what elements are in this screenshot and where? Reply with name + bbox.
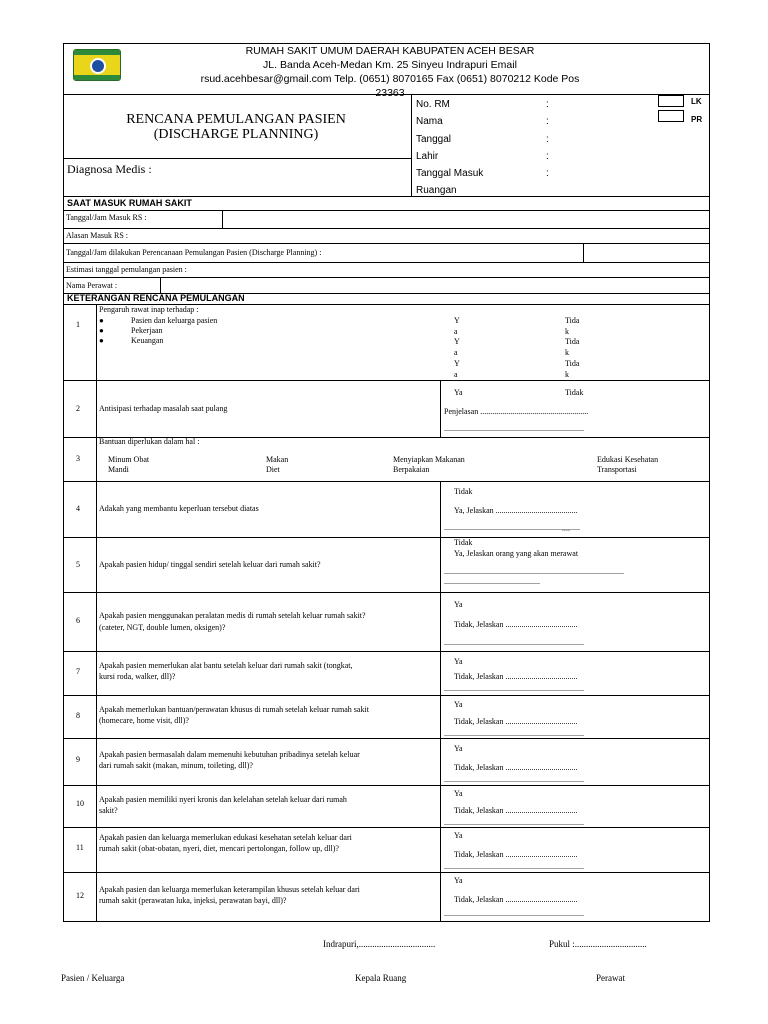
row-number: 5 [76, 560, 80, 569]
row1-bullets: ● Pasien dan keluarga pasien ● Pekerjaan ● Keuangan [99, 316, 218, 345]
footer-place-date[interactable]: Indrapuri,.................................. [323, 939, 436, 949]
row10-question-1: Apakah pasien memiliki nyeri kronis dan kelelahan setelah keluar dari rumah [99, 795, 347, 804]
field-no-rm[interactable]: No. RM : [416, 99, 549, 110]
row7-dots[interactable]: ...................................................................... [444, 684, 584, 693]
row-number: 8 [76, 711, 80, 720]
row-number: 1 [76, 320, 80, 329]
option-berpakaian[interactable]: Berpakaian [393, 465, 430, 474]
label-lk: LK [691, 97, 702, 106]
row9-question-2: dari rumah sakit (makan, minum, toileting, dll)? [99, 761, 253, 770]
hospital-contact: rsud.acehbesar@gmail.com Telp. (0651) 8070165 Fax (0651) 8070212 Kode Pos [200, 73, 580, 85]
row2-dots[interactable]: ...................................................................... [444, 424, 584, 433]
field-tanggal-masuk[interactable]: Tanggal Masuk : [416, 168, 549, 180]
row6-question-1: Apakah pasien menggunakan peralatan medis di rumah setelah keluar rumah sakit? [99, 611, 366, 620]
row8-tidak-jelaskan[interactable]: Tidak, Jelaskan .................................... [454, 717, 578, 726]
row9-dots[interactable]: ...................................................................... [444, 775, 584, 784]
hospital-header [130, 44, 650, 100]
option-transportasi[interactable]: Transportasi [597, 465, 637, 474]
row1-intro: Pengaruh rawat inap terhadap : [99, 305, 199, 314]
row11-dots[interactable]: ...................................................................... [444, 862, 584, 871]
row11-ya[interactable]: Ya [454, 831, 463, 840]
admission-heading: SAAT MASUK RUMAH SAKIT [67, 198, 192, 208]
row7-tidak-jelaskan[interactable]: Tidak, Jelaskan .................................... [454, 672, 578, 681]
row12-dots[interactable]: ...................................................................... [444, 909, 584, 918]
row6-question-2: (cateter, NGT, double lumen, oksigen)? [99, 623, 226, 632]
alasan-masuk-label: Alasan Masuk RS : [66, 231, 128, 240]
row10-tidak-jelaskan[interactable]: Tidak, Jelaskan .................................... [454, 806, 578, 815]
row-number: 12 [76, 891, 84, 900]
row-number: 10 [76, 799, 84, 808]
row7-question-1: Apakah pasien memerlukan alat bantu setelah keluar dari rumah sakit (tongkat, [99, 661, 353, 670]
row9-ya[interactable]: Ya [454, 744, 463, 753]
signature-pasien-keluarga: Pasien / Keluarga [61, 973, 125, 983]
row11-tidak-jelaskan[interactable]: Tidak, Jelaskan .................................... [454, 850, 578, 859]
row4-ya-jelaskan[interactable]: Ya, Jelaskan ......................................... [454, 506, 578, 515]
row11-question-1: Apakah pasien dan keluarga memerlukan edukasi kesehatan setelah keluar dari [99, 833, 352, 842]
row10-dots[interactable]: ...................................................................... [444, 818, 584, 827]
row5-dots-2[interactable]: ................................................ [444, 577, 540, 586]
row4-question: Adakah yang membantu keperluan tersebut diatas [99, 504, 259, 513]
row-number: 11 [76, 843, 84, 852]
option-minum-obat[interactable]: Minum Obat [108, 455, 150, 464]
row9-tidak-jelaskan[interactable]: Tidak, Jelaskan .................................... [454, 763, 578, 772]
row10-question-2: sakit? [99, 806, 118, 815]
row8-question-1: Apakah memerlukan bantuan/perawatan khusus di rumah setelah keluar rumah sakit [99, 705, 369, 714]
footer-time[interactable]: Pukul :................................ [549, 939, 647, 949]
row12-question-2: rumah sakit (perawatan luka, injeksi, perawatan bayi, dll)? [99, 896, 287, 905]
title-line2: (DISCHARGE PLANNING) [153, 127, 319, 142]
row-number: 7 [76, 667, 80, 676]
row1-tidak-column[interactable]: Tida k Tida k Tida k [565, 316, 580, 379]
hospital-name: RUMAH SAKIT UMUM DAERAH KABUPATEN ACEH BESAR [245, 45, 535, 57]
row-number: 2 [76, 404, 80, 413]
perawat-label: Nama Perawat : [66, 281, 118, 290]
signature-perawat: Perawat [596, 973, 625, 983]
row6-tidak-jelaskan[interactable]: Tidak, Jelaskan .................................... [454, 620, 578, 629]
row6-ya[interactable]: Ya [454, 600, 463, 609]
row12-question-1: Apakah pasien dan keluarga memerlukan keterampilan khusus setelah keluar dari [99, 885, 360, 894]
label-pr: PR [691, 115, 703, 124]
row7-question-2: kursi roda, walker, dll)? [99, 672, 176, 681]
field-tanggal[interactable]: Tanggal : [416, 133, 549, 145]
field-nama[interactable]: Nama : [416, 116, 549, 128]
checkbox-lk[interactable] [658, 95, 684, 107]
row7-ya[interactable]: Ya [454, 657, 463, 666]
row2-tidak[interactable]: Tidak [565, 388, 584, 397]
row8-question-2: (homecare, home visit, dll)? [99, 716, 189, 725]
option-edukasi-kesehatan[interactable]: Edukasi Kesehatan [597, 455, 659, 464]
row6-dots[interactable]: ...................................................................... [444, 638, 584, 647]
field-ruangan[interactable]: Ruangan [416, 185, 457, 197]
option-makan[interactable]: Makan [266, 455, 289, 464]
row5-dots-1[interactable]: .......................................................................................... [444, 567, 624, 576]
form-frame [63, 43, 710, 922]
row9-question-1: Apakah pasien bermasalah dalam memenuhi kebutuhan pribadinya setelah keluar [99, 750, 360, 759]
option-mandi[interactable]: Mandi [108, 465, 129, 474]
estimasi-label: Estimasi tanggal pemulangan pasien : [66, 265, 187, 274]
checkbox-pr[interactable] [658, 110, 684, 122]
row4-tidak[interactable]: Tidak [454, 487, 473, 496]
row-number: 9 [76, 755, 80, 764]
row10-ya[interactable]: Ya [454, 789, 463, 798]
form-title [66, 112, 406, 142]
row-number: 4 [76, 504, 80, 513]
row2-penjelasan[interactable]: Penjelasan ...................................................... [444, 407, 589, 416]
option-menyiapkan-makanan[interactable]: Menyiapkan Makanan [393, 455, 465, 464]
patient-fields [416, 96, 596, 200]
row11-question-2: rumah sakit (obat-obatan, nyeri, diet, mencari pertolongan, follow up, dll)? [99, 844, 339, 853]
row5-ya-jelaskan[interactable]: Ya, Jelaskan orang yang akan merawat [454, 549, 579, 558]
row3-intro: Bantuan diperlukan dalam hal : [99, 437, 200, 446]
row12-ya[interactable]: Ya [454, 876, 463, 885]
row2-ya[interactable]: Ya [454, 388, 463, 397]
row5-question: Apakah pasien hidup/ tinggal sendiri setelah keluar dari rumah sakit? [99, 560, 321, 569]
tanggal-dp-label: Tanggal/Jam dilakukan Perencanaan Pemulangan Pasien (Discharge Planning) : [66, 248, 322, 257]
row8-ya[interactable]: Ya [454, 700, 463, 709]
hospital-logo [73, 49, 121, 81]
row8-dots[interactable]: ...................................................................... [444, 729, 584, 738]
row12-tidak-jelaskan[interactable]: Tidak, Jelaskan .................................... [454, 895, 578, 904]
title-line1: RENCANA PEMULANGAN PASIEN [126, 112, 346, 127]
option-diet[interactable]: Diet [266, 465, 280, 474]
diagnosa-label: Diagnosa Medis : [67, 162, 152, 176]
field-lahir[interactable]: Lahir : [416, 150, 549, 162]
keterangan-heading: KETERANGAN RENCANA PEMULANGAN [67, 293, 245, 303]
row2-question: Antisipasi terhadap masalah saat pulang [99, 404, 228, 413]
hospital-address: JL. Banda Aceh-Medan Km. 25 Sinyeu Indrapuri Email [263, 59, 517, 71]
row1-ya-column[interactable]: Y a Y a Y a [454, 316, 460, 379]
row-number: 6 [76, 616, 80, 625]
row5-tidak[interactable]: Tidak [454, 538, 473, 547]
postal-code: 23363 [375, 87, 405, 99]
signature-kepala-ruang: Kepala Ruang [355, 973, 407, 983]
row4-dots[interactable]: ...........................................................,,,,..... [444, 523, 580, 532]
row-number: 3 [76, 454, 80, 463]
tanggal-jam-masuk-label: Tanggal/Jam Masuk RS : [66, 213, 147, 222]
